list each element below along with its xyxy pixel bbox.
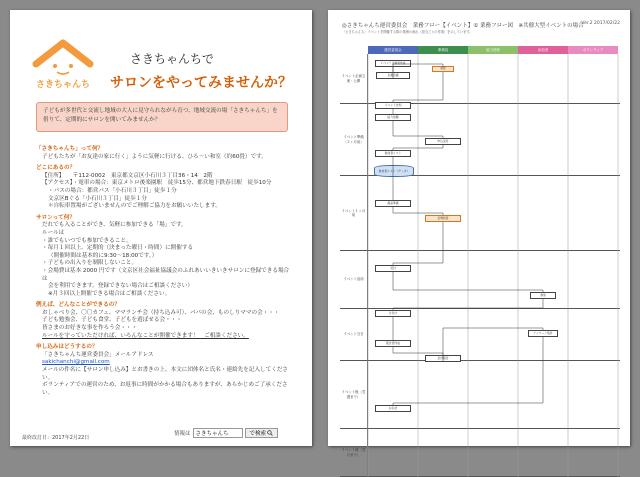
logo-text: さきちゃんち — [35, 80, 91, 90]
flowchart-version: Ver.2 2017/02/22 — [581, 21, 620, 26]
swimlane — [340, 361, 620, 429]
section-line: 子どもたちが「お友達の家に行く」ように気軽に行ける、ひろ〜い和室（約60畳）です。 — [42, 153, 267, 160]
flow-box: 会計報告 — [425, 355, 461, 362]
section-heading: サロンって何？ — [36, 214, 75, 221]
column-header: 運営委員会 — [368, 46, 418, 54]
column-header: 協力団体 — [468, 46, 518, 54]
swimlane — [340, 251, 620, 309]
search-label: 情報は — [174, 431, 191, 437]
section-line: 【アクセス】・電車の場合：東京メトロ後楽園駅 徒歩15分、都営地下鉄春日駅 徒歩10分 — [42, 180, 272, 187]
section-line: ・子どもの出入りを制限しないこと。 — [42, 260, 138, 267]
section-line: おしゃべり会、〇〇カフェ、ママランチ会（持ち込み可）、パパの会、ものしりママの会・・・ — [42, 309, 280, 316]
section-line: 皆さまのお好きな事を作ろう会・・・ — [42, 325, 138, 332]
search-button[interactable] — [245, 428, 279, 438]
section-line: メールの件名に【サロン申し込み】とお書きの上、本文に団体名と氏名・連絡先を記入してください。 — [42, 367, 289, 381]
flow-box: 片付け — [375, 310, 411, 317]
section-line: ボランティアでの運営のため、お返事に時間がかかる場合もありますが、あらかじめご了承ください。 — [42, 382, 288, 396]
flow-box: 報告書作成 — [375, 340, 411, 347]
flowchart-page — [328, 10, 630, 457]
column-header: 事務局 — [418, 46, 468, 54]
section-line: ルールを守っていただければ、いろんなことが開催できます！ ご相談ください。 — [42, 332, 249, 339]
search-box — [172, 428, 278, 438]
section-line: ・バスの場合：都営バス「小石川３丁目」徒歩１分 — [48, 187, 177, 194]
flowchart-note: 「さきちゃんち」イベントを開催する際の業務の流れ（担当ごとの作業）を示しています。 — [342, 30, 473, 34]
database-icon: 参加者リスト（データ） — [374, 165, 414, 177]
flyer-body — [36, 142, 292, 397]
revision-date: 最終改訂日：2017年2月22日 — [22, 435, 90, 441]
flyer-page — [10, 10, 312, 446]
swimlane — [340, 429, 620, 477]
swimlane-label: イベント当日 — [340, 309, 368, 360]
flyer-title-line2: サロンをやってみませんか？ — [110, 75, 292, 91]
section-line: 「さきちゃんち運営委員会」メールアドレス — [42, 351, 154, 358]
flow-box: 受付 — [375, 265, 411, 272]
section-line: 【住所】 〒112-0002 東京都文京区小石川３丁目36・14 2階 — [42, 172, 213, 179]
flow-box: イベント企画案作成 — [375, 60, 411, 67]
lead-box: 子どもが多世代と交流し地域の大人に見守られながら育つ、地域交流の場「さきちゃんち」を借りて、定期的にサロンを開いてみませんか？ — [36, 102, 288, 132]
flow-box: 備品準備 — [375, 200, 411, 207]
section-line: （開催時間は基本的に9:30〜18:00です。） — [48, 252, 158, 259]
swimlane-label: イベント企画立案・公開 — [340, 54, 368, 103]
column-header: ボランティア — [568, 46, 618, 54]
section-line: ・会場費は基本 2000 円です（文京区社会福祉協議会のふれあいいきいきサロンに登録できる場合は — [42, 267, 290, 282]
section-line: だれでも入ることができ、気軽に参加できる「場」です。 — [42, 222, 187, 229]
swimlane-label: イベント準備（２ヶ月前） — [340, 104, 368, 175]
swimlane-label: イベント直前 — [340, 251, 368, 308]
flow-box: 申込受付 — [425, 138, 461, 145]
flyer-title-line1: さきちゃんちで — [130, 52, 214, 66]
section-heading: どこにあるの？ — [36, 165, 76, 172]
flow-box: アンケート集計 — [528, 330, 558, 337]
flow-box: 承認 — [432, 66, 454, 72]
section-line: 文京区Bぐる「小石川３丁目」徒歩１分 — [48, 195, 147, 202]
section-line: ルールは — [42, 229, 65, 236]
section-heading: 申し込みはどうするの？ — [36, 344, 98, 351]
section-line: ＊自転車置場がございませんのでご理解ご協力をお願いいたします。 — [48, 203, 221, 210]
swimlane-label: イベント後（翌月まで） — [340, 429, 368, 476]
search-input[interactable] — [193, 428, 243, 438]
flow-box: 参加者リスト — [375, 150, 411, 157]
swimlane-label: イベント後（翌週まで） — [340, 361, 368, 428]
flow-box: 会場設営 — [425, 215, 461, 222]
flow-box: お礼状 — [375, 405, 411, 412]
section-line: 子ども勉強会、子ども食堂、子どもを遊ばせる会・・・ — [42, 317, 182, 324]
flow-box: イベント告知 — [375, 102, 411, 109]
search-button-label: で検索 — [249, 431, 267, 437]
swimlane — [340, 176, 620, 251]
house-logo-icon — [32, 38, 94, 90]
section-line: ・誰でもいつでも参加できること。 — [42, 237, 132, 244]
flow-box: 参加 — [530, 292, 556, 299]
section-heading: 例えば、どんなことができるの？ — [36, 302, 120, 309]
swimlane-label: イベント１ヶ月前 — [340, 176, 368, 250]
flowchart-title: ◎さきちゃんち運営委員会 業務フロー【イベント】① 業務フロー図 ※共催大型イベントの場合 — [342, 23, 584, 29]
column-header: 参加者 — [518, 46, 568, 54]
flow-box: 協力依頼 — [375, 114, 411, 121]
flow-box: 企画会議 — [376, 72, 410, 79]
section-line: ・毎月１回以上、定期的（決まった曜日・時間）に開催する — [42, 245, 194, 252]
section-line: ※月３回以上開催できる場合はご相談ください。 — [48, 290, 171, 297]
email-link[interactable]: sakichanchi@gmail.com — [42, 359, 110, 366]
section-line: 会を利用できます。登録できない場合はご相談ください） — [48, 283, 193, 290]
search-icon — [267, 430, 273, 436]
section-heading: 「さきちゃんち」って何？ — [36, 146, 104, 152]
